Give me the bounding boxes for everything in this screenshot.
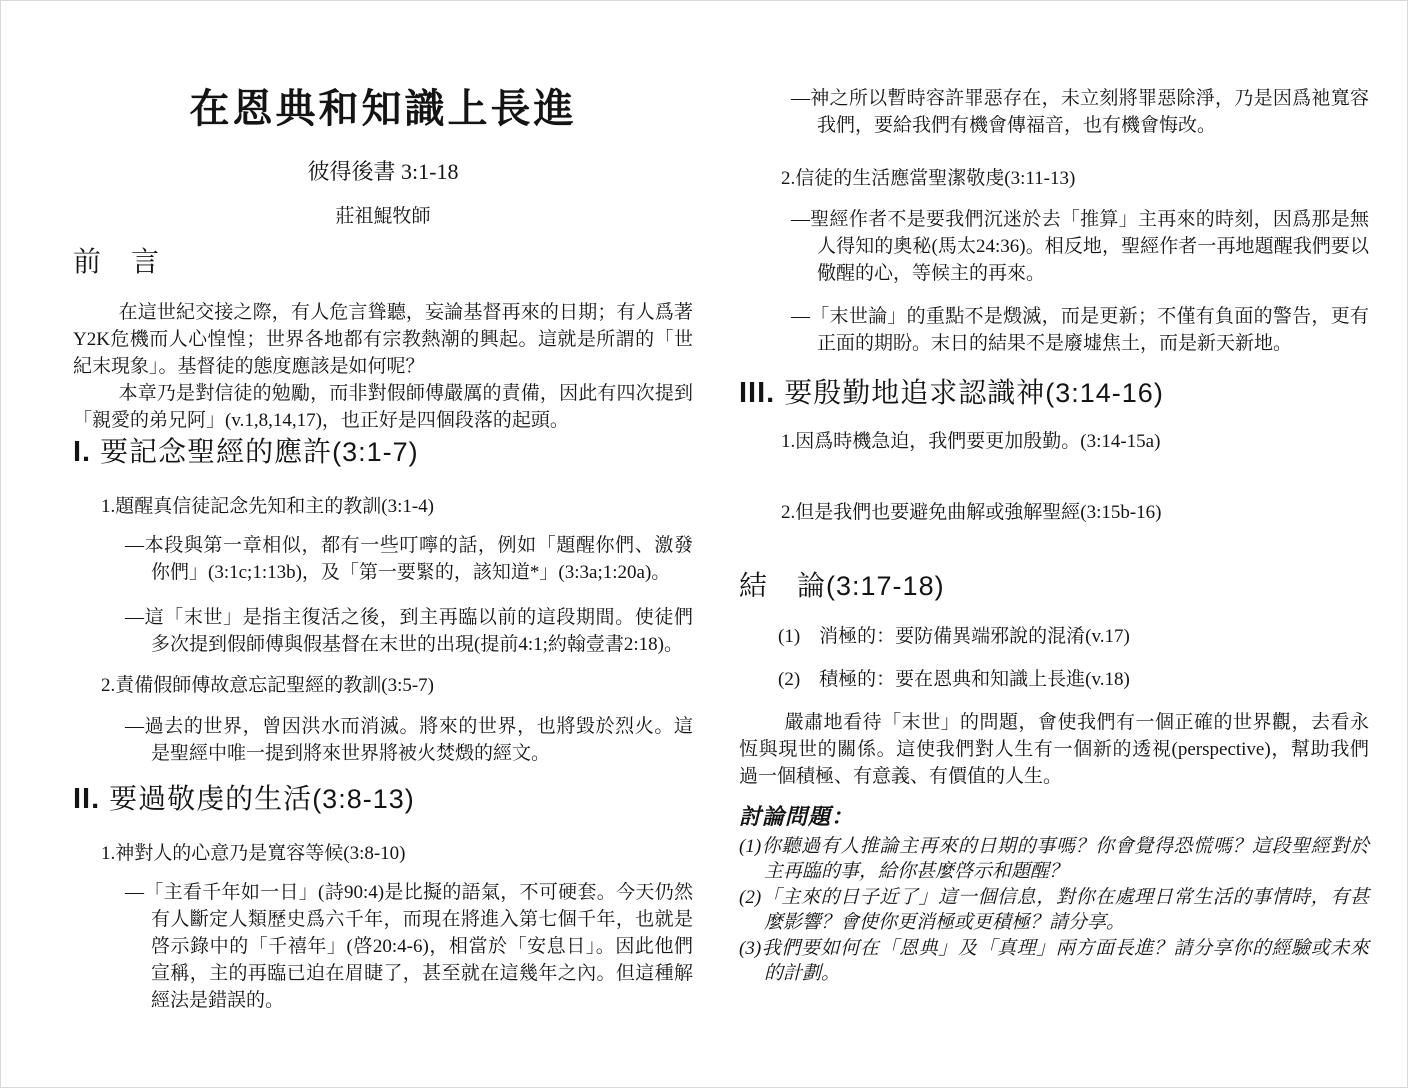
- discussion-question-1: (1)你聽過有人推論主再來的日期的事嗎？你會覺得恐慌嗎？這段聖經對於主再臨的事，給你甚麼啓示和題醒？: [739, 836, 1369, 882]
- outline-note: —「末世論」的重點不是燬滅，而是更新；不僅有負面的警告，更有正面的期盼。末日的結果不是廢墟焦土，而是新天新地。: [791, 306, 1369, 354]
- preface-paragraph-2: 本章乃是對信徒的勉勵，而非對假師傅嚴厲的責備，因此有四次提到「親愛的弟兄阿」(v.1,8,14,17)，也正好是四個段落的起頭。: [73, 383, 693, 431]
- discussion-question-3: (3)我們要如何在「恩典」及「真理」兩方面長進？請分享你的經驗或未來的計劃。: [739, 938, 1369, 984]
- outline-note: —神之所以暫時容許罪惡存在，未立刻將罪惡除淨，乃是因爲祂寬容我們，要給我們有機會傳福音，也有機會悔改。: [791, 88, 1369, 136]
- outline-item-2-1: 1.神對人的心意乃是寬容等候(3:8-10): [101, 843, 406, 864]
- outline-item-3-1: 1.因爲時機急迫，我們要更加殷勤。(3:14-15a): [781, 431, 1161, 452]
- section-1-numeral: I.: [73, 436, 92, 468]
- outline-note: —過去的世界，曾因洪水而消滅。將來的世界，也將毀於烈火。這是聖經中唯一提到將來世界將被火焚燬的經文。: [125, 716, 693, 764]
- outline-note: —本段與第一章相似，都有一些叮嚀的話，例如「題醒你們、激發你們」(3:1c;1:13b)，及「第一要緊的，該知道*」(3:3a;1:20a)。: [125, 535, 693, 583]
- section-2-title: 要過敬虔的生活: [109, 784, 313, 815]
- section-3-numeral: III.: [739, 377, 776, 409]
- conclusion-point-1: (1) 消極的：要防備異端邪說的混淆(v.17): [778, 626, 1130, 647]
- conclusion-title: 結 論: [739, 571, 827, 602]
- discussion-heading: 討論問題：: [739, 804, 855, 829]
- author-name: 莊祖鯤牧師: [335, 206, 431, 227]
- section-3-title: 要殷勤地追求認識神: [784, 378, 1046, 409]
- preface-paragraph-1: 在這世紀交接之際，有人危言聳聽，妄論基督再來的日期；有人爲著Y2K危機而人心惶惶；世界各地都有宗教熱潮的興起。這就是所謂的「世紀末現象」。基督徒的態度應該是如何呢？: [73, 302, 693, 377]
- outline-note: —「主看千年如一日」(詩90:4)是比擬的語氣，不可硬套。今天仍然有人斷定人類歷史爲六千年，而現在將進入第七個千年，也就是啓示錄中的「千禧年」(啓20:4-6)，相當於「安息日」。因此他們宣稱，主的再臨已迫在眉睫了，甚至就在這幾年之內。但這種解經法是錯誤的。: [125, 882, 693, 1011]
- document-title: 在恩典和知識上長進: [189, 86, 577, 131]
- conclusion-summary: 嚴肅地看待「末世」的問題，會使我們有一個正確的世界觀，去看永恆與現世的關係。這使我們對人生有一個新的透視(perspective)，幫助我們過一個積極、有意義、有價值的人生。: [739, 712, 1369, 787]
- outline-item-1-1: 1.題醒真信徒記念先知和主的教訓(3:1-4): [101, 496, 435, 517]
- section-2-ref: (3:8-13): [312, 784, 415, 814]
- section-1-title: 要記念聖經的應許: [100, 437, 333, 468]
- section-3-heading: [739, 375, 1369, 412]
- section-1-heading: [73, 434, 693, 471]
- discussion-question-2: (2)「主來的日子近了」這一個信息，對你在處理日常生活的事情時，有甚麼影響？會使你更消極或更積極？請分享。: [739, 887, 1369, 933]
- section-2-heading: [73, 781, 693, 818]
- outline-item-3-2: 2.但是我們也要避免曲解或強解聖經(3:15b-16): [781, 502, 1162, 523]
- left-page-column: [73, 1, 693, 1014]
- conclusion-heading: [739, 568, 1369, 605]
- right-page-column: [739, 1, 1369, 986]
- outline-item-1-2: 2.責備假師傅故意忘記聖經的教訓(3:5-7): [101, 675, 435, 696]
- outline-item-2-2: 2.信徒的生活應當聖潔敬虔(3:11-13): [781, 168, 1076, 189]
- section-3-ref: (3:14-16): [1045, 378, 1164, 408]
- section-2-numeral: II.: [73, 783, 101, 815]
- conclusion-point-2: (2) 積極的：要在恩典和知識上長進(v.18): [778, 669, 1130, 690]
- conclusion-ref: (3:17-18): [826, 571, 945, 601]
- scripture-reference: 彼得後書 3:1-18: [307, 159, 459, 184]
- outline-note: —這「末世」是指主復活之後，到主再臨以前的這段期間。使徒們多次提到假師傅與假基督在末世的出現(提前4:1;約翰壹書2:18)。: [125, 607, 693, 655]
- section-1-ref: (3:1-7): [332, 437, 419, 467]
- preface-heading: 前 言: [73, 247, 161, 278]
- outline-note: —聖經作者不是要我們沉迷於去「推算」主再來的時刻，因爲那是無人得知的奧秘(馬太24:36)。相反地，聖經作者一再地題醒我們要以儆醒的心，等候主的再來。: [791, 209, 1369, 284]
